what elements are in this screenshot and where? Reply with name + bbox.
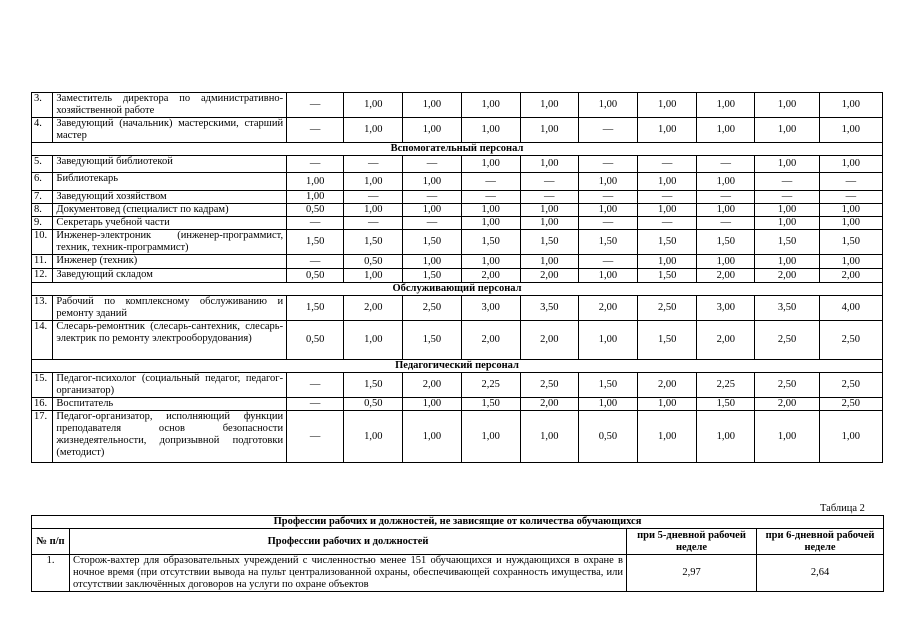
staff-units-cell: 1,50 [520,230,578,255]
row-number: 14. [32,321,53,360]
position-name: Инженер (техник) [53,255,287,269]
staff-units-cell: — [755,173,819,191]
staff-units-cell: 0,50 [287,269,344,283]
position-name: Педагог-психолог (социальный педагог, педагог-организатор) [53,373,287,398]
staff-units-cell: — [287,217,344,230]
staff-units-cell: 1,50 [461,398,520,411]
staff-units-cell: 1,00 [638,398,697,411]
row-number: 7. [32,191,53,204]
table-row [32,230,883,255]
table-row [32,255,883,269]
staff-units-cell: 1,00 [578,321,637,360]
staff-units-cell: — [287,411,344,463]
table-row [32,156,883,173]
row-number: 5. [32,156,53,173]
staff-units-cell: 1,00 [697,93,755,118]
staff-units-cell: 2,50 [520,373,578,398]
staff-units-cell: 1,00 [403,411,461,463]
staff-units-cell: 1,00 [403,204,461,217]
staff-units-cell: 1,00 [638,93,697,118]
staff-units-cell: 0,50 [344,255,403,269]
staff-units-cell: 1,00 [344,93,403,118]
header-number: № п/п [32,529,70,555]
staff-units-cell: 3,50 [520,296,578,321]
staff-units-cell: 1,00 [638,118,697,143]
staff-units-cell: 2,00 [755,269,819,283]
staff-units-cell: 2,00 [819,269,882,283]
table-row [32,555,884,592]
staff-units-cell: — [819,191,882,204]
staff-units-cell: 1,00 [520,411,578,463]
table-row [32,321,883,360]
section-title: Педагогический персонал [32,360,883,373]
staff-units-cell: 1,00 [287,173,344,191]
staff-units-cell: 1,00 [697,118,755,143]
table-row [32,204,883,217]
staff-units-cell: 1,00 [461,217,520,230]
position-name: Инженер-электроник (инженер-программист, техник, техник-программист) [53,230,287,255]
staff-units-cell: 1,50 [697,398,755,411]
position-name: Заведующий (начальник) мастерскими, старший мастер [53,118,287,143]
staff-units-cell: — [520,173,578,191]
staff-units-cell: 1,00 [697,173,755,191]
staff-units-cell: 1,00 [520,255,578,269]
staff-units-cell: 1,50 [638,269,697,283]
staff-units-cell: 1,00 [578,93,637,118]
staff-units-cell: 2,00 [638,373,697,398]
staff-units-cell: — [344,156,403,173]
table-row [32,191,883,204]
table-row [32,296,883,321]
staff-units-cell: — [697,156,755,173]
staff-units-cell: — [287,398,344,411]
staff-units-cell: 1,50 [819,230,882,255]
staff-units-cell: 0,50 [287,321,344,360]
staff-units-cell: — [578,156,637,173]
staff-units-cell: 1,00 [403,173,461,191]
staff-units-cell: 1,00 [461,118,520,143]
staff-units-cell: 1,00 [344,321,403,360]
staff-units-cell: 1,00 [520,217,578,230]
staff-units-cell: 1,00 [755,93,819,118]
staff-units-cell: 1,50 [755,230,819,255]
staff-units-cell: — [344,217,403,230]
position-name: Заведующий хозяйством [53,191,287,204]
table-2-header-row [32,529,884,555]
staff-units-cell: — [638,217,697,230]
staff-units-cell: — [578,255,637,269]
staff-units-cell: — [697,191,755,204]
position-name: Заместитель директора по административно-хозяйственной работе [53,93,287,118]
row-number: 9. [32,217,53,230]
staff-units-cell: 1,50 [344,373,403,398]
staff-units-cell: 1,00 [697,204,755,217]
table-row [32,269,883,283]
staff-units-cell: 1,00 [578,173,637,191]
position-name: Секретарь учебной части [53,217,287,230]
staff-units-cell: 1,00 [697,411,755,463]
position-name: Библиотекарь [53,173,287,191]
staff-units-cell: 1,00 [755,156,819,173]
staff-units-cell: 1,00 [819,156,882,173]
staff-units-cell: 1,00 [287,191,344,204]
table-row [32,398,883,411]
staff-units-cell: 1,00 [819,217,882,230]
staff-units-cell: 2,50 [755,321,819,360]
staff-units-cell: 1,50 [461,230,520,255]
staff-units-cell: 1,00 [819,93,882,118]
row-number: 3. [32,93,53,118]
header-profession: Профессии рабочих и должностей [70,529,627,555]
five-day-value: 2,97 [627,555,757,592]
staff-units-cell: 3,00 [461,296,520,321]
staff-units-cell: 1,00 [403,93,461,118]
fixed-positions-table [31,515,884,592]
row-number: 17. [32,411,53,463]
staff-units-cell: 1,00 [344,173,403,191]
staff-units-cell: 1,00 [461,204,520,217]
staff-units-cell: 1,00 [638,173,697,191]
staff-units-cell: 1,00 [755,411,819,463]
staff-units-cell: 2,50 [755,373,819,398]
table-row [32,411,883,463]
staff-units-cell: 1,50 [287,296,344,321]
staff-units-cell: 1,00 [461,255,520,269]
staff-units-cell: 1,00 [819,255,882,269]
staff-units-cell: 2,50 [403,296,461,321]
staff-units-cell: — [461,191,520,204]
position-name: Рабочий по комплексному обслуживанию и ремонту зданий [53,296,287,321]
profession-name: Сторож-вахтер для образовательных учреждений с численностью менее 151 обучающихся и нуждающихся в охране в ночное время (при отсутствии вывода на пульт централизованной охраны, обеспечивающей сохранность имущества, или отсутствии заключённых договоров на услуги по охране объектов [70,555,627,592]
staff-units-cell: 1,50 [638,321,697,360]
staff-units-cell: — [287,255,344,269]
staff-units-cell: 1,00 [819,204,882,217]
position-name: Документовед (специалист по кадрам) [53,204,287,217]
staff-units-cell: 1,50 [403,321,461,360]
staff-units-cell: 2,50 [819,321,882,360]
staff-units-cell: 1,00 [461,156,520,173]
staff-units-cell: 1,00 [638,204,697,217]
staff-units-cell: 2,00 [578,296,637,321]
six-day-value: 2,64 [757,555,884,592]
staff-units-cell: — [755,191,819,204]
section-title: Вспомогательный персонал [32,143,883,156]
staff-units-cell: 1,00 [755,118,819,143]
staff-units-cell: 1,00 [578,269,637,283]
staff-units-cell: — [344,191,403,204]
staff-units-cell: 1,50 [403,230,461,255]
staff-units-cell: 1,00 [403,398,461,411]
staff-units-cell: 1,00 [344,411,403,463]
staff-units-cell: 2,00 [755,398,819,411]
row-number: 8. [32,204,53,217]
staff-units-cell: 4,00 [819,296,882,321]
staff-units-cell: — [578,217,637,230]
staff-units-cell: 2,25 [697,373,755,398]
staff-units-cell: 1,50 [578,373,637,398]
staff-units-cell: 1,50 [403,269,461,283]
staff-units-cell: 1,00 [638,255,697,269]
staff-units-cell: — [520,191,578,204]
row-number: 15. [32,373,53,398]
staff-units-cell: 2,00 [520,398,578,411]
section-header-row [32,283,883,296]
staff-units-cell: — [638,191,697,204]
staff-units-cell: — [578,118,637,143]
section-header-row [32,360,883,373]
staff-units-cell: — [578,191,637,204]
staff-units-cell: 2,00 [697,269,755,283]
staff-units-cell: 1,00 [638,411,697,463]
staff-units-cell: 2,25 [461,373,520,398]
staff-units-cell: — [287,93,344,118]
staff-units-cell: 2,00 [697,321,755,360]
position-name: Педагог-организатор, исполняющий функции преподавателя основ безопасности жизнедеятельности, допризывной подготовки (методист) [53,411,287,463]
staff-units-cell: — [403,191,461,204]
row-number: 12. [32,269,53,283]
staff-units-cell: 3,50 [755,296,819,321]
staff-units-cell: 1,00 [755,255,819,269]
staff-units-cell: 3,00 [697,296,755,321]
staff-units-cell: — [819,173,882,191]
staff-units-cell: 1,00 [819,118,882,143]
staff-units-cell: 0,50 [287,204,344,217]
position-name: Заведующий складом [53,269,287,283]
staff-units-cell: — [403,156,461,173]
table-2-title-row [32,516,884,529]
staff-units-cell: — [461,173,520,191]
staff-units-cell: 0,50 [578,411,637,463]
staff-units-cell: 2,00 [344,296,403,321]
staff-units-cell: 1,00 [403,255,461,269]
header-six-day-week: при 6-дневной рабочей неделе [757,529,884,555]
staff-units-cell: 1,00 [461,93,520,118]
staffing-table-body [32,93,883,463]
position-name: Заведующий библиотекой [53,156,287,173]
header-five-day-week: при 5-дневной рабочей неделе [627,529,757,555]
table-row [32,373,883,398]
staff-units-cell: — [638,156,697,173]
row-number: 4. [32,118,53,143]
staffing-table [31,92,883,463]
staff-units-cell: — [403,217,461,230]
staff-units-cell: 1,00 [520,204,578,217]
table-row [32,93,883,118]
row-number: 11. [32,255,53,269]
staff-units-cell: 1,50 [638,230,697,255]
staff-units-cell: 1,00 [520,93,578,118]
staff-units-cell: 1,00 [755,217,819,230]
position-name: Слесарь-ремонтник (слесарь-сантехник, слесарь-электрик по ремонту электрооборудования) [53,321,287,360]
staff-units-cell: 1,00 [403,118,461,143]
row-number: 13. [32,296,53,321]
staff-units-cell: 0,50 [344,398,403,411]
staff-units-cell: 2,50 [819,398,882,411]
staff-units-cell: 1,00 [520,156,578,173]
staff-units-cell: 1,00 [520,118,578,143]
staff-units-cell: 1,50 [697,230,755,255]
staff-units-cell: 2,00 [520,321,578,360]
staff-units-cell: 1,00 [344,269,403,283]
staff-units-cell: 2,00 [461,269,520,283]
staff-units-cell: 1,00 [461,411,520,463]
table-row [32,173,883,191]
section-header-row [32,143,883,156]
staff-units-cell: 1,50 [578,230,637,255]
staff-units-cell: — [697,217,755,230]
row-number: 10. [32,230,53,255]
table-row [32,217,883,230]
staff-units-cell: 2,00 [461,321,520,360]
position-name: Воспитатель [53,398,287,411]
staff-units-cell: — [287,373,344,398]
staff-units-cell: 1,00 [578,204,637,217]
table-row [32,118,883,143]
staff-units-cell: 2,50 [638,296,697,321]
row-number: 6. [32,173,53,191]
staff-units-cell: 1,50 [287,230,344,255]
staff-units-cell: 1,50 [344,230,403,255]
staff-units-cell: 2,50 [819,373,882,398]
staff-units-cell: 1,00 [697,255,755,269]
staff-units-cell: 2,00 [520,269,578,283]
staff-units-cell: 1,00 [344,204,403,217]
staff-units-cell: — [287,118,344,143]
staff-units-cell: 1,00 [755,204,819,217]
staff-units-cell: — [287,156,344,173]
staff-units-cell: 1,00 [819,411,882,463]
table-2-caption: Таблица 2 [820,503,865,514]
staff-units-cell: 1,00 [578,398,637,411]
section-title: Обслуживающий персонал [32,283,883,296]
staff-units-cell: 1,00 [344,118,403,143]
table-2-title: Профессии рабочих и должностей, не зависящие от количества обучающихся [32,516,884,529]
staff-units-cell: 2,00 [403,373,461,398]
row-number: 1. [32,555,70,592]
row-number: 16. [32,398,53,411]
